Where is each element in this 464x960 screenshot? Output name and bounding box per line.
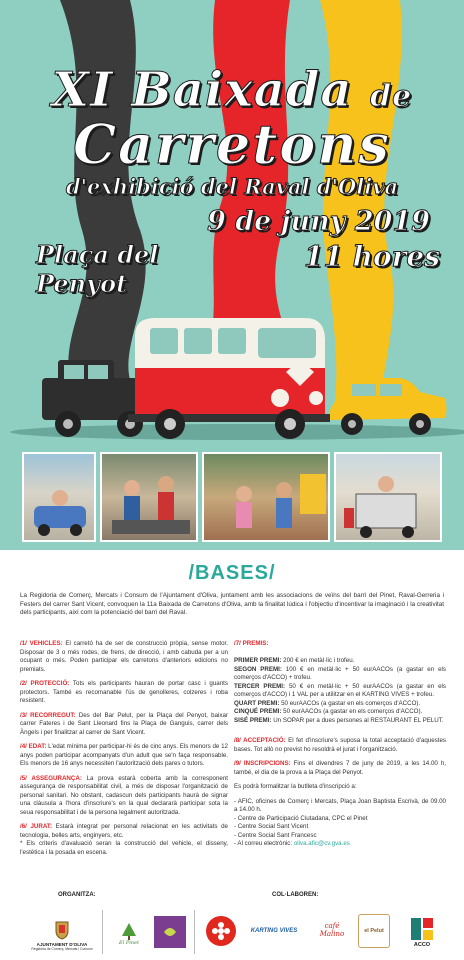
poster-title-line2: Carretons	[73, 112, 391, 176]
poster-title-line1: XI Baixada de	[51, 62, 413, 118]
place-sant-francesc: - Centre Social Sant Francesc	[234, 831, 317, 839]
base-item-6: /6/ JURAT: Estarà integrat per personal relacionat en les activitats de tecnologia, belles arts, enginyers, etc. * Els criteris d'avaluació seran la construcció del vehicle, el disseny, l'estètica i la posada en escena.	[20, 823, 228, 856]
premi-5: CINQUÉ PREMI: 50 eurAACOs (a gastar en els comerços d'ACCO).	[234, 708, 423, 715]
poster-time: 11 hores	[303, 240, 440, 273]
acco-name: ACCO	[413, 942, 431, 948]
photo-strip	[22, 452, 442, 542]
ajuntament-name: AJUNTAMENT D'OLIVA	[36, 941, 88, 947]
shield-icon	[54, 920, 70, 940]
place-afic: - AFIC, oficines de Comerç i Mercats, Plaça Joan Baptista Escrivà, de 09.00 a 14.00 h.	[234, 797, 446, 813]
premi-1: PRIMER PREMI: 200 € en metàl·lic i trofeu.	[234, 657, 355, 664]
premi-3: TERCER PREMI: 50 € en metàl·lic + 50 eurAACOs (a gastar en els comerços d'ACCO) i 1 VAL per a utilitzar en el KARTING VIVES + trofeu.	[234, 682, 446, 698]
poster-date: 9 de juny 2019	[207, 206, 430, 237]
pine-tree-icon	[120, 922, 138, 940]
base-item-1: /1/ VEHICLES: El carretó ha de ser de construcció pròpia, sense motor. Disposar de 3 o més rodes, de frens, de direcció, i amb cabuda per a un ocupant o més. Poden participar els carretons d'anteriors edicions no premiats.	[20, 640, 228, 673]
event-photo-4	[334, 452, 442, 542]
cafe-logo: café Malino	[319, 922, 345, 938]
place-sant-vicent: - Centre Social Sant Vicent	[234, 823, 309, 830]
place-cpc: - Centre de Participació Ciutadana, CPC el Pinet	[234, 814, 368, 822]
base-item-3: /3/ RECORREGUT: Des del Bar Pelut, per la Plaça del Penyot, baixar carrer Fateres i de Sant Lleonard fins la Plaça de Ganguis, carrer dels Àngels i per finalitzar al carrer de Sant Vicent.	[20, 711, 228, 736]
poster-title-de: de	[370, 79, 413, 114]
bases-left-column	[20, 640, 228, 863]
organitza-label: ORGANITZA:	[58, 892, 96, 898]
inscription-intro: Es podrà formalitzar la butlleta d'inscripció a:	[234, 783, 357, 790]
divider	[194, 910, 195, 954]
base-item-4: /4/ EDAT: L'edat mínima per participar-hi és de cinc anys. Els menors de 12 anys poden participar acompanyats d'un adult que se'n faça responsable. Els menors de 16 anys necessiten l'autorització dels pares o tutors.	[20, 743, 228, 767]
karting-logo: KARTING VIVES	[250, 928, 298, 934]
premi-2: SEGON PREMI: 100 € en metàl·lic + 50 eurAACOs (a gastar en els comerços d'ACCO) + trofeu.	[234, 665, 446, 681]
elpinet-logo	[114, 916, 144, 952]
event-photo-3	[202, 452, 330, 542]
place-email: - Al correu electrònic: oliva.afic@cv.gva.es	[234, 840, 350, 847]
premi-4: QUART PREMI: 50 eurAACOs (a gastar en els comerços d'ACCO).	[234, 699, 421, 707]
flower-logo	[206, 916, 236, 946]
poster-place: Plaça del Penyot	[36, 240, 159, 298]
acco-logo	[404, 912, 440, 952]
base-item-8: /8/ ACCEPTACIÓ: El fet d'inscriure's suposa la total acceptació d'aquestes bases. Tot allò no previst ho resoldrà el jurat i l'organització.	[234, 737, 446, 753]
raval-logo	[154, 916, 186, 948]
sponsors-footer	[0, 892, 464, 960]
base-item-5: /5/ ASSEGURANÇA: La prova estarà coberta amb la corresponent assegurança de responsabilitat civil, a més de disposar l'organització de personal sanitari. No obstant, cadascun dels participants haurà de signar una clàusula a l'hora d'inscriure's en la qual declararà participar sota la seua responsabilitat i de la persona legalment autoritzada.	[20, 774, 228, 816]
premis-heading: /7/ PREMIS:	[234, 640, 269, 647]
event-photo-1	[22, 452, 96, 542]
email-link[interactable]: oliva.afic@cv.gva.es	[293, 840, 350, 847]
pelut-logo: el Pelut	[358, 914, 390, 948]
collaboren-label: COL·LABOREN:	[272, 892, 319, 898]
ajuntament-logo	[28, 912, 96, 958]
raval-emblem-icon	[160, 922, 180, 942]
inscription-places	[234, 798, 446, 849]
base-item-2: /2/ PROTECCIÓ: Tots els participants hauran de portar casc i guants protectors. També es recomanable l'ús de genolleres, colzeres i roba resistent.	[20, 680, 228, 704]
divider	[102, 910, 103, 954]
bases-right-column	[234, 640, 446, 855]
acco-emblem-icon	[409, 916, 435, 942]
event-photo-2	[100, 452, 198, 542]
elpinet-name: El Pinet	[119, 940, 139, 946]
bases-intro: La Regidoria de Comerç, Mercats i Consum de l'Ajuntament d'Oliva, juntament amb les associacions de veïns del barri del Pinet, Raval-Gerreria i Festers del carrer Sant Vicent, convoquen la 11a Baixada de Carretons d'Oliva, amb la finalitat lúdica i l'objectiu d'incentivar la imaginació i la creativitat dels participants, així com la potenciació del barri del Raval.	[20, 592, 444, 617]
base-item-7	[234, 640, 446, 725]
ajuntament-sub: Regidoria de Comerç, Mercats i Consum	[31, 946, 93, 951]
premi-6: SISÉ PREMI: Un SOPAR per a dues persones al RESTAURANT EL PELUT.	[234, 716, 444, 724]
bases-title: /BASES/	[188, 562, 276, 584]
poster-subtitle: d'exhibició del Raval d'Oliva	[65, 174, 399, 199]
flower-icon	[211, 921, 231, 941]
base-item-9: /9/ INSCRIPCIONS: Fins el divendres 7 de juny de 2019, a les 14.00 h, també, el dia de la prova a la Plaça del Penyot.	[234, 760, 446, 776]
